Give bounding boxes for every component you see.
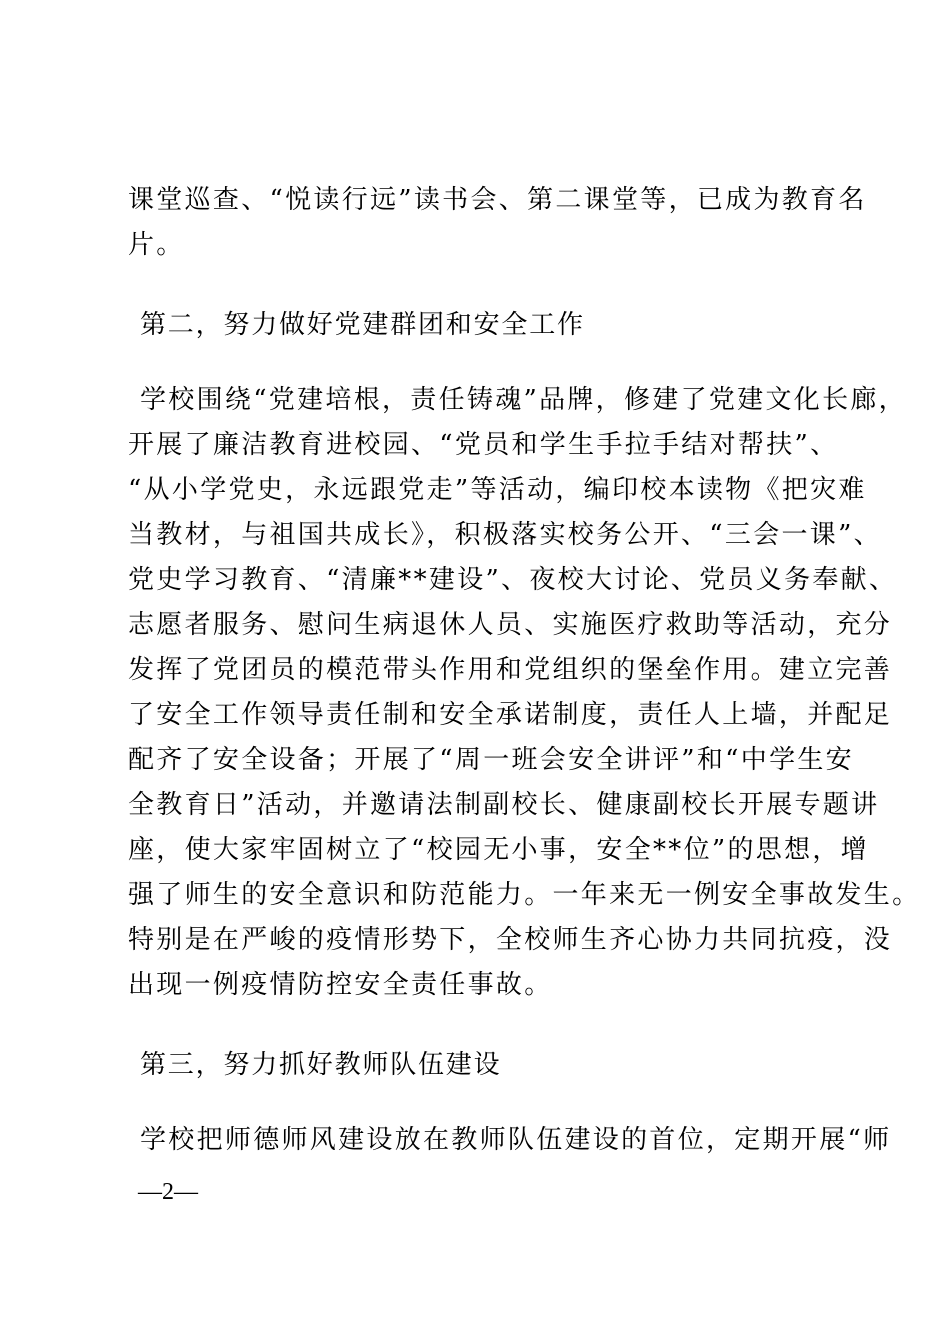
section-heading-2: 第二，努力做好党建群团和安全工作 — [140, 310, 585, 340]
section-heading-3: 第三，努力抓好教师队伍建设 — [140, 1050, 502, 1080]
text-line: 配齐了安全设备；开展了“周一班会安全讲评”和“中学生安 — [128, 745, 854, 775]
text-line: 特别是在严峻的疫情形势下，全校师生齐心协力共同抗疫，没 — [128, 925, 893, 955]
text-line: 当教材，与祖国共成长》，积极落实校务公开、“三会一课”、 — [128, 520, 882, 550]
text-line: 片。 — [128, 230, 185, 260]
text-line: 学校把师德师风建设放在教师队伍建设的首位，定期开展“师 — [140, 1125, 892, 1155]
text-line: 课堂巡查、“悦读行远”读书会、第二课堂等，已成为教育名 — [128, 185, 867, 215]
text-line: 发挥了党团员的模范带头作用和党组织的堡垒作用。建立完善 — [128, 655, 893, 685]
text-line: 出现一例疫情防控安全责任事故。 — [128, 970, 553, 1000]
text-line: 党史学习教育、“清廉**建设”、夜校大讨论、党员义务奉献、 — [128, 565, 898, 595]
text-line: 志愿者服务、慰问生病退休人员、实施医疗救助等活动，充分 — [128, 610, 893, 640]
text-line: 学校围绕“党建培根，责任铸魂”品牌，修建了党建文化长廊， — [140, 385, 907, 415]
text-line: 强了师生的安全意识和防范能力。一年来无一例安全事故发生。 — [128, 880, 921, 910]
text-line: “从小学党史，永远跟党走”等活动，编印校本读物《把灾难 — [128, 475, 867, 505]
page-number: —2— — [138, 1179, 198, 1205]
text-line: 了安全工作领导责任制和安全承诺制度，责任人上墙，并配足 — [128, 700, 893, 730]
text-line: 全教育日”活动，并邀请法制副校长、健康副校长开展专题讲 — [128, 790, 880, 820]
text-line: 座，使大家牢固树立了“校园无小事，安全**位”的思想，增 — [128, 835, 869, 865]
text-line: 开展了廉洁教育进校园、“党员和学生手拉手结对帮扶”、 — [128, 430, 839, 460]
